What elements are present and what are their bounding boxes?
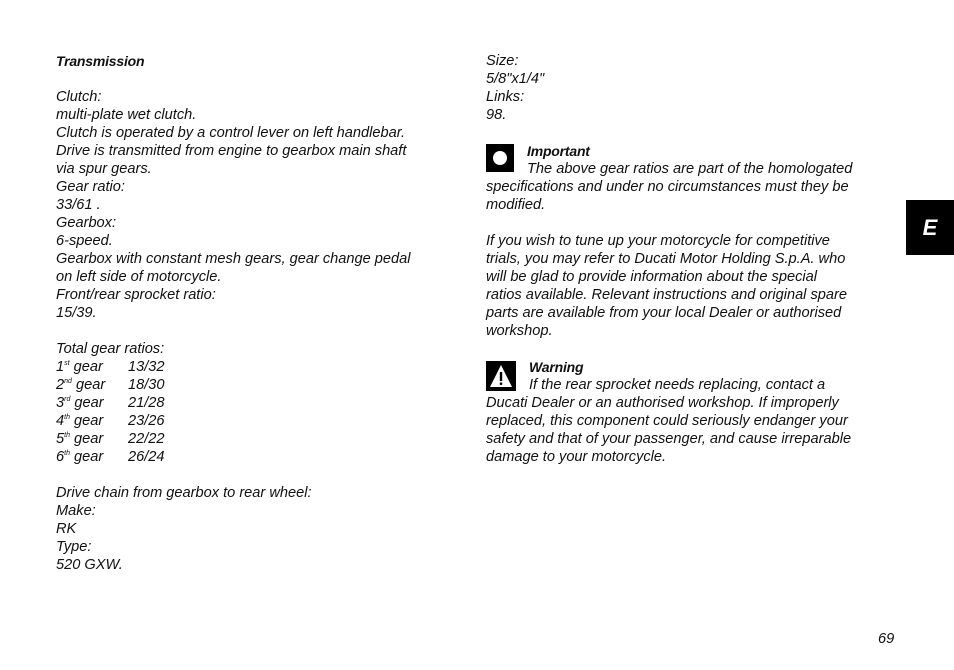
gear-ratio: 21/28 xyxy=(128,395,165,411)
important-text-line-3: modified. xyxy=(486,197,546,213)
right-column xyxy=(486,52,896,466)
gear-word: gear xyxy=(74,431,104,447)
gearbox-label: Gearbox: xyxy=(56,215,117,231)
gear-ratio-label: Gear ratio: xyxy=(56,179,125,195)
gear-ordinal-suffix: nd xyxy=(64,378,72,385)
gear-ratio: 13/32 xyxy=(128,359,165,375)
clutch-label: Clutch: xyxy=(56,89,102,105)
gearbox-description-line-2: on left side of motorcycle. xyxy=(56,269,222,285)
warning-text-line-1: If the rear sprocket needs replacing, contact a xyxy=(529,377,826,393)
gear-word: gear xyxy=(74,395,104,411)
warning-notice xyxy=(486,358,896,466)
tuning-text-line-3: will be glad to provide information about the special xyxy=(486,269,817,285)
drive-description-line-1: Drive is transmitted from engine to gearbox main shaft xyxy=(56,143,407,159)
gear-ordinal-suffix: st xyxy=(64,360,70,367)
tuning-text-line-2: trials, you may refer to Ducati Motor Holding S.p.A. who xyxy=(486,251,846,267)
warning-text-line-4: safety and that of your passenger, and cause irreparable xyxy=(486,431,852,447)
chain-make-label: Make: xyxy=(56,503,96,519)
warning-triangle-icon xyxy=(486,361,516,391)
gear-number: 3 xyxy=(56,395,65,411)
tuning-text-line-4: ratios available. Relevant instructions and original spare xyxy=(486,287,847,303)
gear-ordinal-suffix: th xyxy=(64,432,70,439)
tuning-text-line-5: parts are available from your local Dealer or authorised xyxy=(486,305,842,321)
drive-description-line-2: via spur gears. xyxy=(56,161,152,177)
chain-links-value: 98. xyxy=(486,107,507,123)
gear-number: 6 xyxy=(56,449,65,465)
gear-ratio: 26/24 xyxy=(128,449,165,465)
gearbox-description-line-1: Gearbox with constant mesh gears, gear change pedal xyxy=(56,251,411,267)
page-number: 69 xyxy=(878,631,895,647)
gear-word: gear xyxy=(74,413,104,429)
gear-ratio-list xyxy=(56,358,456,466)
drive-chain-label: Drive chain from gearbox to rear wheel: xyxy=(56,485,312,501)
chain-size-value: 5/8"x1/4" xyxy=(486,71,545,87)
important-text-line-1: The above gear ratios are part of the homologated xyxy=(527,161,853,177)
chain-links-label: Links: xyxy=(486,89,525,105)
tuning-text-line-6: workshop. xyxy=(486,323,553,339)
warning-text-line-3: replaced, this component could seriously endanger your xyxy=(486,413,848,429)
chain-size-label: Size: xyxy=(486,53,519,69)
gear-row xyxy=(56,448,456,466)
gear-number: 4 xyxy=(56,413,65,429)
chain-make-value: RK xyxy=(56,521,77,537)
gear-row xyxy=(56,412,456,430)
gear-number: 5 xyxy=(56,431,65,447)
gear-ordinal-suffix: th xyxy=(64,414,70,421)
tuning-paragraph xyxy=(486,232,896,340)
warning-title: Warning xyxy=(529,359,584,375)
gear-word: gear xyxy=(73,359,103,375)
sprocket-ratio-value: 15/39. xyxy=(56,305,97,321)
clutch-value: multi-plate wet clutch. xyxy=(56,107,197,123)
gear-ratio: 22/22 xyxy=(128,431,165,447)
gear-row xyxy=(56,394,456,412)
sprocket-ratio-label: Front/rear sprocket ratio: xyxy=(56,287,216,303)
gear-ratio: 18/30 xyxy=(128,377,165,393)
gear-ratio-value: 33/61 . xyxy=(56,197,101,213)
gear-ratio: 23/26 xyxy=(128,413,165,429)
gear-row xyxy=(56,358,456,376)
chain-type-label: Type: xyxy=(56,539,92,555)
gearbox-value: 6-speed. xyxy=(56,233,113,249)
important-notice xyxy=(486,142,896,214)
clutch-description: Clutch is operated by a control lever on left handlebar. xyxy=(56,125,406,141)
total-gear-ratios-label: Total gear ratios: xyxy=(56,341,165,357)
gear-word: gear xyxy=(74,449,104,465)
gear-number: 1 xyxy=(56,359,65,375)
important-title: Important xyxy=(527,143,590,159)
gear-row xyxy=(56,376,456,394)
gear-number: 2 xyxy=(56,377,65,393)
left-column xyxy=(56,52,456,574)
warning-text-line-2: Ducati Dealer or an authorised workshop. If improperly xyxy=(486,395,839,411)
chain-type-value: 520 GXW. xyxy=(56,557,123,573)
gear-word: gear xyxy=(75,377,106,393)
gear-ordinal-suffix: th xyxy=(64,450,70,457)
language-side-tab: E xyxy=(906,200,954,255)
warning-text-line-5: damage to your motorcycle. xyxy=(486,449,667,465)
gear-ordinal-suffix: rd xyxy=(64,396,71,403)
tuning-text-line-1: If you wish to tune up your motorcycle for competitive xyxy=(486,233,830,249)
important-dot-icon xyxy=(486,144,514,172)
gear-row xyxy=(56,430,456,448)
section-title-transmission: Transmission xyxy=(56,53,145,69)
important-text-line-2: specifications and under no circumstances must they be xyxy=(486,179,849,195)
